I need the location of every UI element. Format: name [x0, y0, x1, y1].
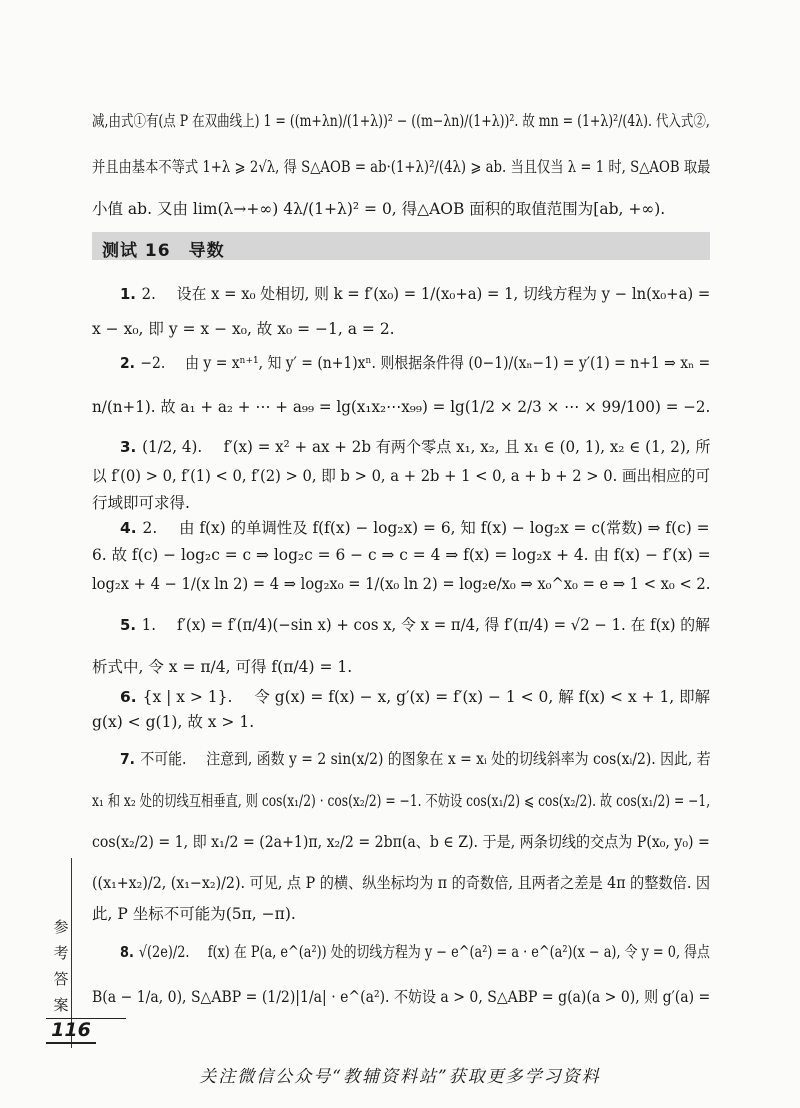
problem-3-line-1	[120, 436, 710, 458]
problem-text: 由 y = xⁿ⁺¹, 知 y′ = (n+1)xⁿ. 则根据条件得 (0−1)/(xₙ−1) = y′(1) = n+1 ⇒ xₙ =	[185, 354, 711, 372]
problem-7-line-4: ((x₁+x₂)/2, (x₁−x₂)/2). 可见, 点 P 的横、纵坐标均为 π 的奇数倍, 且两者之差是 4π 的整数倍. 因	[92, 874, 711, 892]
problem-7-line-3: cos(x₂/2) = 1, 即 x₁/2 = (2a+1)π, x₂/2 = 2bπ(a、b ∈ Z). 于是, 两条切线的交点为 P(x₀, y₀) =	[92, 833, 710, 851]
problem-5-line-2: 析式中, 令 x = π/4, 可得 f(π/4) = 1.	[92, 658, 353, 676]
problem-text: 注意到, 函数 y = 2 sin(x/2) 的图象在 x = xᵢ 处的切线斜率为 cos(xᵢ/2). 因此, 若	[206, 750, 711, 768]
problem-answer: −2.	[140, 354, 166, 372]
sidebar-label: 参考答案	[53, 918, 69, 1014]
problem-number: 8.	[120, 943, 134, 961]
problem-answer: 2.	[142, 519, 158, 537]
problem-number: 6.	[120, 688, 137, 706]
problem-answer: √(2e)/2.	[138, 943, 190, 961]
problem-7-line-5: 此, P 坐标不可能为(5π, −π).	[92, 905, 296, 923]
problem-1-line-1	[120, 283, 710, 305]
page-number: 116	[46, 1018, 96, 1044]
problem-2-line-1	[120, 352, 710, 374]
problem-answer: 1.	[141, 616, 156, 634]
problem-6-line-1	[120, 686, 710, 708]
problem-text: 令 g(x) = f(x) − x, g′(x) = f′(x) − 1 < 0, 解 f(x) < x + 1, 即解	[254, 688, 711, 706]
problem-answer: {x | x > 1}.	[142, 688, 233, 706]
section-title: 测试 16 导数	[102, 241, 225, 261]
problem-3-line-2: 以 f′(0) > 0, f′(1) < 0, f′(2) > 0, 即 b > 0, a + 2b + 1 < 0, a + b + 2 > 0. 画出相应的可	[92, 467, 711, 485]
problem-1-line-2: x − x₀, 即 y = x − x₀, 故 x₀ = −1, a = 2.	[92, 320, 395, 338]
problem-4-line-3: log₂x + 4 − 1/(x ln 2) = 4 ⇒ log₂x₀ = 1/(x₀ ln 2) = log₂e/x₀ ⇒ x₀^x₀ = e ⇒ 1 < x₀ < 2.	[92, 575, 711, 593]
problem-7-line-2: x₁ 和 x₂ 处的切线互相垂直, 则 cos(x₁/2) · cos(x₂/2) = −1. 不妨设 cos(x₁/2) ⩽ cos(x₂/2). 故 cos(x₁/2) = −1,	[92, 792, 711, 810]
problem-text: f(x) 在 P(a, e^(a²)) 处的切线方程为 y − e^(a²) = a · e^(a²)(x − a), 令 y = 0, 得点	[207, 943, 710, 961]
section-header	[92, 232, 710, 260]
problem-answer: 2.	[141, 285, 156, 303]
problem-number: 3.	[120, 438, 137, 456]
problem-number: 2.	[120, 354, 135, 372]
footer-note: 关注微信公众号“教辅资料站”获取更多学习资料	[199, 1067, 601, 1087]
problem-text: 由 f(x) 的单调性及 f(f(x) − log₂x) = 6, 知 f(x) − log₂x = c(常数) ⇒ f(c) =	[179, 519, 710, 537]
problem-answer: (1/2, 4).	[142, 438, 203, 456]
problem-3-line-3: 行域即可求得.	[92, 494, 190, 512]
problem-number: 5.	[120, 616, 137, 634]
problem-answer: 不可能.	[140, 750, 187, 768]
problem-number: 1.	[120, 285, 136, 303]
problem-text: 设在 x = x₀ 处相切, 则 k = f′(x₀) = 1/(x₀+a) = 1, 切线方程为 y − ln(x₀+a) =	[176, 285, 711, 303]
problem-8-line-1	[120, 941, 710, 963]
problem-text: f′(x) = f′(π/4)(−sin x) + cos x, 令 x = π/4, 得 f′(π/4) = √2 − 1. 在 f(x) 的解	[177, 616, 711, 634]
problem-number: 7.	[120, 750, 135, 768]
carryover-line-3: 小值 ab. 又由 lim(λ→+∞) 4λ/(1+λ)² = 0, 得△AOB 面积的取值范围为[ab, +∞).	[92, 200, 666, 218]
carryover-line-2: 并且由基本不等式 1+λ ⩾ 2√λ, 得 S△AOB = ab·(1+λ)²/(4λ) ⩾ ab. 当且仅当 λ = 1 时, S△AOB 取最	[92, 158, 711, 176]
problem-2-line-2: n/(n+1). 故 a₁ + a₂ + ⋯ + a₉₉ = lg(x₁x₂⋯x₉₉) = lg(1/2 × 2/3 × ⋯ × 99/100) = −2.	[92, 398, 711, 416]
problem-4-line-1	[120, 517, 710, 539]
carryover-line-1: 减,由式①有(点 P 在双曲线上) 1 = ((m+λn)/(1+λ))² − ((m−λn)/(1+λ))². 故 mn = (1+λ)²/(4λ). 代入式②,	[92, 112, 710, 130]
problem-6-line-2: g(x) < g(1), 故 x > 1.	[92, 713, 255, 731]
problem-8-line-2: B(a − 1/a, 0), S△ABP = (1/2)|1/a| · e^(a²). 不妨设 a > 0, S△ABP = g(a)(a > 0), 则 g′(a) =	[92, 988, 711, 1006]
problem-4-line-2: 6. 故 f(c) − log₂c = c ⇒ log₂c = 6 − c ⇒ c = 4 ⇒ f(x) = log₂x + 4. 由 f(x) − f′(x) =	[92, 546, 711, 564]
problem-5-line-1	[120, 614, 710, 636]
problem-7-line-1	[120, 748, 710, 770]
problem-number: 4.	[120, 519, 137, 537]
problem-text: f′(x) = x² + ax + 2b 有两个零点 x₁, x₂, 且 x₁ ∈ (0, 1), x₂ ∈ (1, 2), 所	[223, 438, 711, 456]
